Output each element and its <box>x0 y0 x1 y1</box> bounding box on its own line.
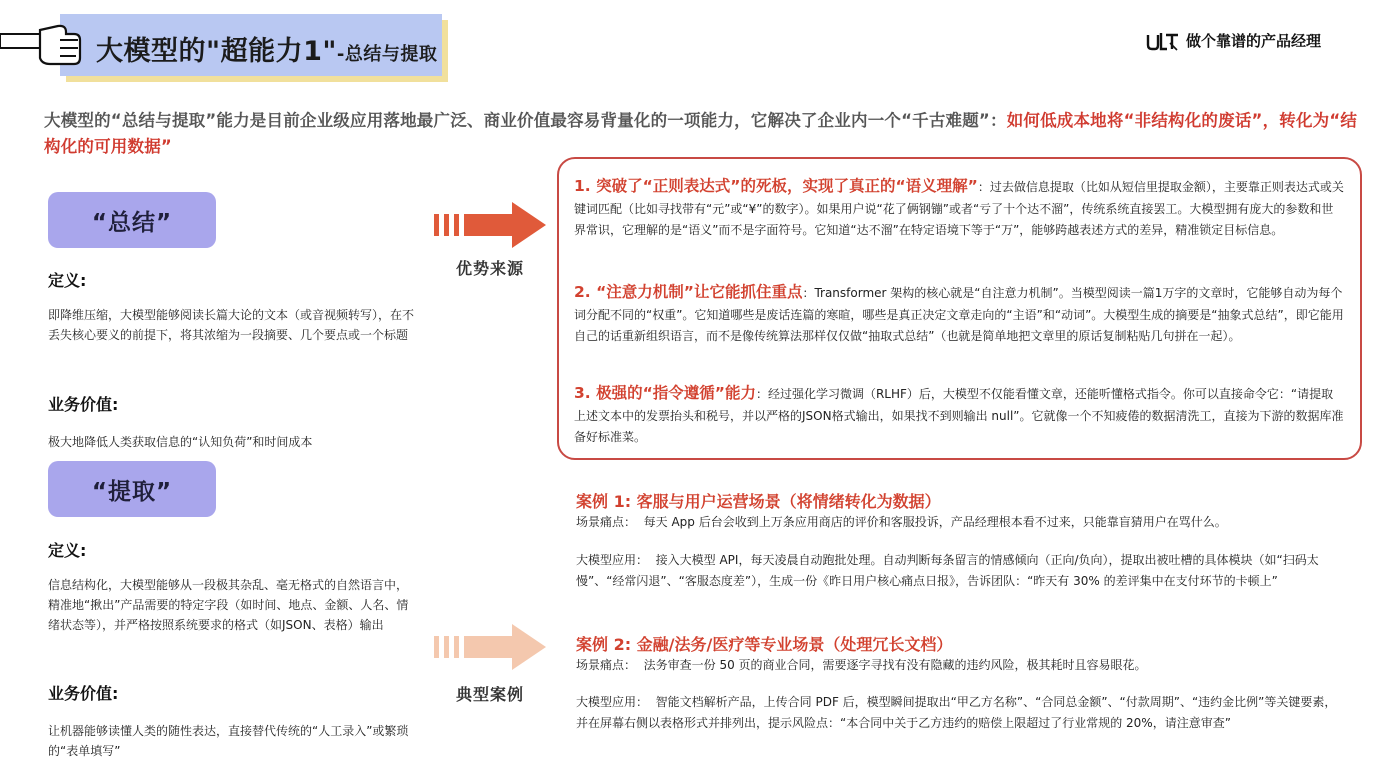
advantage-text: ：过去做信息提取（比如从短信里提取金额），主要靠正则表达式或关键词匹配（比如寻找带有“元”或“¥”的数字）。如果用户说“花了俩钢镚”或者“亏了十个达不溜”，传统系统直接罢工。大模型拥有庞大的参数和世界常识，它理解的是“语义”而不是字面符号。它知道“达不溜”在特定语境下等于“万”，能够跨越表述方式的差异，精准锁定目标信息。 <box>574 180 1344 237</box>
advantage-heading: 3. 极强的“指令遵循”能力 <box>574 384 756 402</box>
pointing-hand-icon <box>0 20 84 68</box>
case-pain <box>576 655 1346 676</box>
advantage-heading: 1. 突破了“正则表达式”的死板，实现了真正的“语义理解” <box>574 177 978 195</box>
summary-def-text: 即降维压缩，大模型能够阅读长篇大论的文本（或音视频转写），在不丢失核心要义的前提下，将其浓缩为一段摘要、几个要点或一个标题 <box>48 308 415 342</box>
advantage-arrow-icon <box>434 200 548 250</box>
extract-pill: “提取” <box>48 461 216 517</box>
case-pain-text: 每天 App 后台会收到上万条应用商店的评价和客服投诉，产品经理根本看不过来，只能靠盲猜用户在骂什么。 <box>643 515 1227 529</box>
case-pain-label: 场景痛点： <box>576 515 637 529</box>
advantage-item <box>574 176 1344 242</box>
case-app-text: 接入大模型 API，每天凌晨自动跑批处理。自动判断每条留言的情感倾向（正向/负向），提取出被吐槽的具体模块（如“扫码太慢”、“经常闪退”、“客服态度差”），生成一份《昨日用户核心痛点日报》，告诉团队：“昨天有 30% 的差评集中在支付环节的卡顿上” <box>576 553 1319 588</box>
brand <box>1146 30 1321 51</box>
cases-arrow-icon <box>434 622 548 672</box>
extract-value-text: 让机器能够读懂人类的随性表达，直接替代传统的“人工录入”或繁琐的“表单填写” <box>48 724 409 758</box>
advantage-arrow-label: 优势来源 <box>456 259 525 278</box>
case-title: 案例 2: 金融/法务/医疗等专业场景（处理冗长文档） <box>576 635 953 654</box>
title-sub: -总结与提取 <box>336 44 438 65</box>
extract-def-label: 定义: <box>48 541 87 560</box>
title-main: 大模型的"超能力1" <box>96 36 337 67</box>
intro-text: 大模型的“总结与提取”能力是目前企业级应用落地最广泛、商业价值最容易背量化的一项能力，它解决了企业内一个“千古难题”： <box>44 111 1007 130</box>
advantage-text: ：经过强化学习微调（RLHF）后，大模型不仅能看懂文章，还能听懂格式指令。你可以直接命令它：“请提取上述文本中的发票抬头和税号，并以严格的JSON格式输出，如果找不到则输出 null”。它就像一个不知疲倦的数据清洗工，直接为下游的数据库准备好标准菜。 <box>574 387 1344 444</box>
advantage-heading: 2. “注意力机制”让它能抓住重点 <box>574 283 803 301</box>
extract-value-label: 业务价值: <box>48 684 119 703</box>
summary-value-text: 极大地降低人类获取信息的“认知负荷”和时间成本 <box>48 435 313 449</box>
advantage-item <box>574 282 1344 348</box>
case-pain-text: 法务审查一份 50 页的商业合同，需要逐字寻找有没有隐藏的违约风险，极其耗时且容易眼花。 <box>643 658 1147 672</box>
case-app-text: 智能文档解析产品，上传合同 PDF 后，模型瞬间提取出“甲乙方名称”、“合同总金额”、“付款周期”、“违约金比例”等关键要素，并在屏幕右侧以表格形式并排列出，提示风险点：“本合同中关于乙方违约的赔偿上限超过了行业常规的 20%，请注意审查” <box>576 695 1337 730</box>
summary-value-label: 业务价值: <box>48 395 119 414</box>
extract-def-text: 信息结构化，大模型能够从一段极其杂乱、毫无格式的自然语言中，精准地“揪出”产品需要的特定字段（如时间、地点、金额、人名、情绪状态等），并严格按照系统要求的格式（如JSON、表格）输出 <box>48 578 409 632</box>
case-title: 案例 1: 客服与用户运营场景（将情绪转化为数据） <box>576 492 941 511</box>
case-app-label: 大模型应用： <box>576 695 649 709</box>
advantage-text: ：Transformer 架构的核心就是“自注意力机制”。当模型阅读一篇1万字的文章时，它能够自动为每个词分配不同的“权重”。它知道哪些是废话连篇的寒暄，哪些是真正决定文章走向的“主语”和“动词”。大模型生成的摘要是“抽象式总结”，即它能用自己的话重新组织语言，而不是像传统算法那样仅仅做“抽取式总结”（也就是简单地把文章里的原话复制粘贴几句拼在一起）。 <box>574 286 1344 343</box>
summary-def-label: 定义: <box>48 271 87 290</box>
advantage-item <box>574 383 1344 449</box>
case-app <box>576 692 1346 734</box>
cases-arrow-label: 典型案例 <box>456 685 525 704</box>
brand-name: 做个靠谱的产品经理 <box>1186 32 1322 50</box>
case-app <box>576 550 1346 592</box>
case-pain <box>576 512 1346 533</box>
intro-paragraph <box>44 108 1362 160</box>
brand-logo-icon <box>1146 31 1180 51</box>
summary-pill: “总结” <box>48 192 216 248</box>
case-app-label: 大模型应用： <box>576 553 649 567</box>
case-pain-label: 场景痛点： <box>576 658 637 672</box>
intro-highlight: 如何低成本地将“非结构化的废话”，转化为“结构化的可用数据” <box>44 111 1358 156</box>
page-title <box>96 29 437 68</box>
